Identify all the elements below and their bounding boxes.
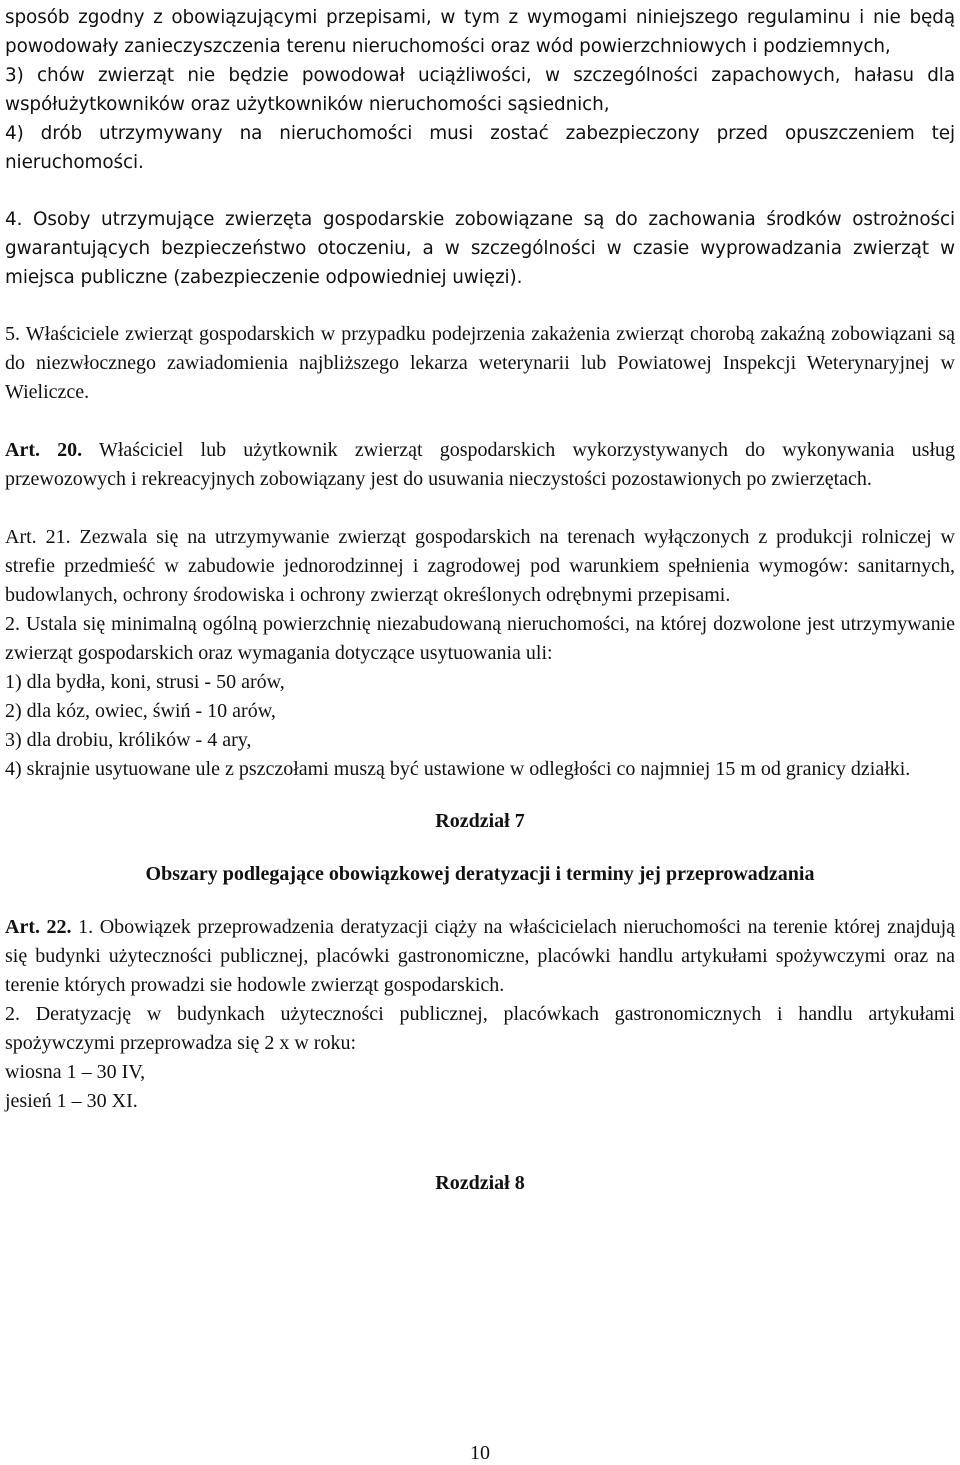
article-20-text: Właściciel lub użytkownik zwierząt gospodarskich wykorzystywanych do wykonywania usług przewozowych i rekreacyjnych zobowiązany jest do usuwania nieczystości pozostawionych po zwierzętach. [5,439,956,490]
article-22-paragraph-2: 2. Deratyzację w budynkach użyteczności publicznej, placówkach gastronomicznych i handlu artykułami spożywczymi przeprowadza się 2 x w roku: [5,1003,955,1054]
term-autumn: jesień 1 – 30 XI. [5,1090,138,1112]
article-22-paragraph-1 [5,913,955,1000]
chapter-8-title: Rozdział 8 [435,1172,525,1194]
intro-item-3: 3) chów zwierząt nie będzie powodował uciążliwości, w szczególności zapachowych, hałasu dla współużytkowników oraz użytkowników nieruchomości sąsiednich, [5,65,955,115]
list-item: 2) dla kóz, owiec, świń - 10 arów, [5,700,276,722]
article-22-label: Art. 22. [5,916,72,938]
document-page [5,0,955,1198]
paragraph-5: 5. Właściciele zwierząt gospodarskich w przypadku podejrzenia zakażenia zwierząt chorobą zakaźną zobowiązani są do niezwłocznego zawiadomienia najbliższego lekarza weterynarii lub Powiatowej Inspekcji Weterynaryjnej w Wieliczce. [5,323,955,403]
article-21-paragraph-2: 2. Ustala się minimalną ogólną powierzchnię niezabudowaną nieruchomości, na której dozwolone jest utrzymywanie zwierząt gospodarskich oraz wymagania dotyczące usytuowania uli: [5,613,955,664]
chapter-7-subtitle: Obszary podlegające obowiązkowej deratyzacji i terminy jej przeprowadzania [145,863,815,885]
page-number: 10 [470,1442,490,1464]
paragraph-4: 4. Osoby utrzymujące zwierzęta gospodarskie zobowiązane są do zachowania środków ostrożności gwarantujących bezpieczeństwo otoczeniu, a w szczególności w czasie wyprowadzania zwierząt w miejsca publiczne (zabezpieczenie odpowiedniej uwięzi). [5,209,955,288]
list-item: 1) dla bydła, koni, strusi - 50 arów, [5,671,285,693]
article-22-text: 1. Obowiązek przeprowadzenia deratyzacji ciąży na właścicielach nieruchomości na terenie której znajdują się budynki użyteczności publicznej, placówki gastronomiczne, placówki handlu artykułami spożywczymi oraz na terenie których prowadzi sie hodowle zwierząt gospodarskich. [5,916,955,996]
intro-continuation: sposób zgodny z obowiązującymi przepisami, w tym z wymogami niniejszego regulaminu i nie będą powodowały zanieczyszczenia terenu nieruchomości oraz wód powierzchniowych i podziemnych, [5,7,955,57]
article-21-paragraph-1: Art. 21. Zezwala się na utrzymywanie zwierząt gospodarskich na terenach wyłączonych z produkcji rolniczej w strefie przedmieść w zabudowie jednorodzinnej i zagrodowej pod warunkiem spełnienia wymogów: sanitarnych, budowlanych, ochrony środowiska i ochrony zwierząt określonych odrębnymi przepisami. [5,526,955,606]
term-spring: wiosna 1 – 30 IV, [5,1061,146,1083]
chapter-7-title: Rozdział 7 [435,810,525,832]
intro-item-4: 4) drób utrzymywany na nieruchomości musi zostać zabezpieczony przed opuszczeniem tej nieruchomości. [5,123,955,173]
article-20-label: Art. 20. [5,439,83,461]
list-item: 4) skrajnie usytuowane ule z pszczołami muszą być ustawione w odległości co najmniej 15 m od granicy działki. [5,758,911,780]
list-item: 3) dla drobiu, królików - 4 ary, [5,729,252,751]
article-20 [5,436,955,494]
